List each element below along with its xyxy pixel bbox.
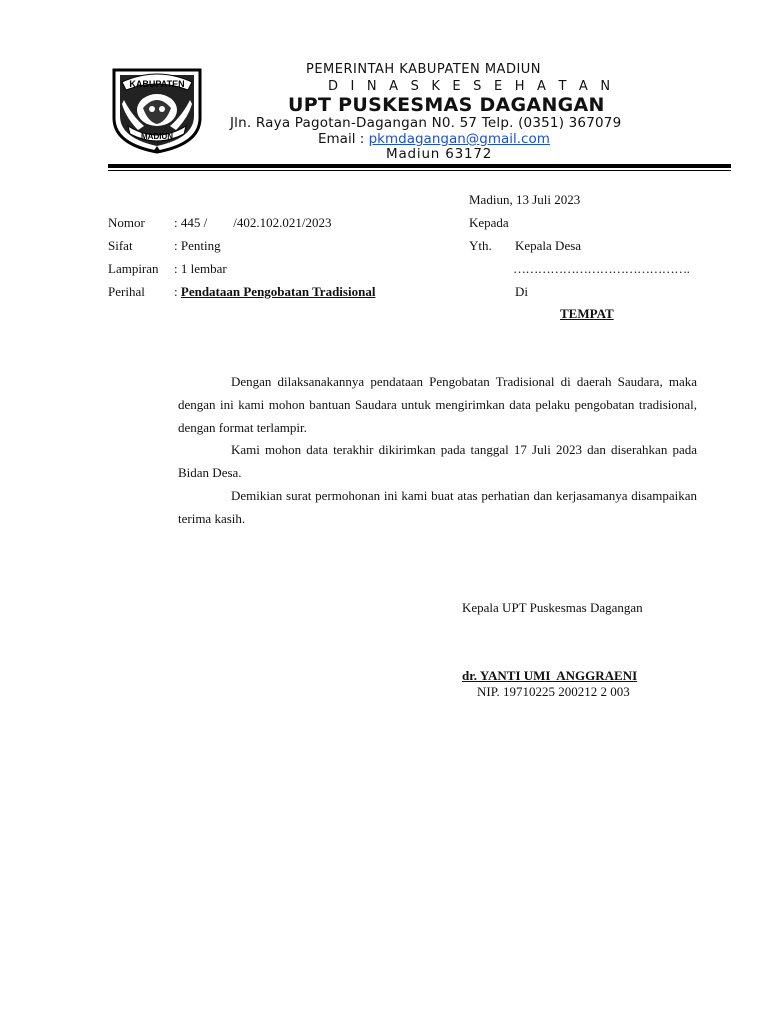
letter-date: Madiun, 13 Juli 2023 (469, 192, 581, 207)
meta-value-perihal (174, 284, 375, 300)
letterhead-email-line (318, 131, 550, 147)
meta-label-perihal: Perihal (108, 284, 145, 299)
meta-label-nomor: Nomor (108, 215, 145, 230)
email-link[interactable]: pkmdagangan@gmail.com (368, 131, 550, 147)
signature-name: dr. YANTI UMI ANGGRAENI (462, 668, 638, 683)
recipient-name: Kepala Desa (515, 238, 582, 253)
recipient-di: Di (515, 284, 528, 299)
logo-bottom-text: MADIUN (141, 132, 173, 141)
letterhead-address: Jln. Raya Pagotan-Dagangan N0. 57 Telp. (0351) 367079 (230, 115, 622, 131)
signature-position: Kepala UPT Puskesmas Dagangan (462, 600, 643, 615)
madiun-regency-emblem (108, 60, 206, 154)
letterhead-city: Madiun 63172 (386, 146, 493, 162)
recipient-yth: Yth. (469, 238, 492, 253)
perihal-colon: : (174, 284, 181, 299)
letterhead-divider-thick (108, 164, 731, 168)
perihal-subject: Pendataan Pengobatan Tradisional (180, 284, 376, 299)
letterhead-government: PEMERINTAH KABUPATEN MADIUN (306, 62, 542, 77)
logo-top-text: KABUPATEN (129, 79, 185, 89)
letterhead-department: D I N A S K E S E H A T A N (328, 79, 615, 94)
recipient-dots: ……………………………………. (513, 261, 690, 276)
email-label: Email : (318, 131, 369, 147)
recipient-kepada: Kepada (469, 215, 509, 230)
meta-value-nomor: : 445 / /402.102.021/2023 (174, 215, 332, 230)
recipient-tempat: TEMPAT (560, 306, 614, 321)
body-paragraph-1: Dengan dilaksanakannya pendataan Pengobatan Tradisional di daerah Saudara, maka dengan ini kami mohon bantuan Saudara untuk mengirimkan data pelaku pengobatan tradisional, dengan format terlampir. (178, 374, 697, 435)
body-paragraph-2: Kami mohon data terakhir dikirimkan pada tanggal 17 Juli 2023 dan diserahkan pada Bidan Desa. (178, 442, 697, 480)
meta-value-sifat: : Penting (174, 238, 221, 253)
meta-label-sifat: Sifat (108, 238, 133, 253)
letterhead-divider-thin (108, 170, 731, 171)
body-paragraph-3: Demikian surat permohonan ini kami buat atas perhatian dan kerjasamanya disampaikan terima kasih. (178, 488, 697, 526)
signature-nip: NIP. 19710225 200212 2 003 (477, 684, 630, 699)
meta-value-lampiran: : 1 lembar (174, 261, 227, 276)
letterhead-institution: UPT PUSKESMAS DAGANGAN (288, 94, 605, 116)
meta-label-lampiran: Lampiran (108, 261, 159, 276)
